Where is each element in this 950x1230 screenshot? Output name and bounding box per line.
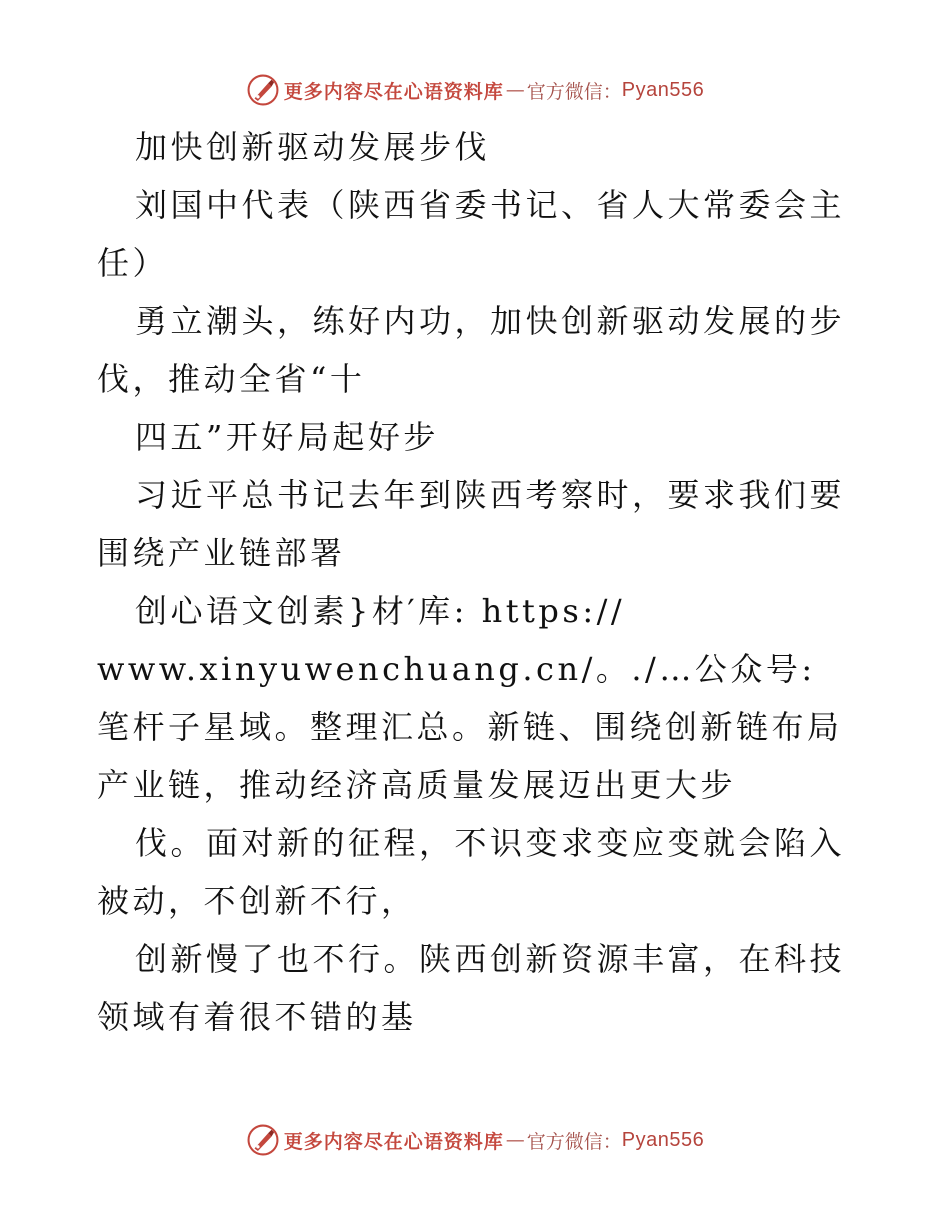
pen-logo-icon (246, 1123, 280, 1157)
doc-paragraph: 创心语文创素}材′库: https:// (135, 592, 626, 630)
header-wechat-id: Pyan556 (621, 78, 705, 101)
header-banner (0, 72, 950, 108)
doc-author: 刘国中代表（陕西省委书记、省人大常委会主任） (97, 186, 846, 282)
doc-paragraph: 习近平总书记去年到陕西考察时，要求我们要围绕产业链部署 (97, 476, 846, 572)
footer-separator: — (505, 1129, 525, 1151)
document-body (97, 118, 857, 1046)
doc-paragraph: 创新慢了也不行。陕西创新资源丰富，在科技领域有着很不错的基 (97, 940, 846, 1036)
doc-paragraph: 伐。面对新的征程，不识变求变应变就会陷入被动，不创新不行， (97, 824, 846, 920)
footer-wechat-id: Pyan556 (621, 1128, 705, 1151)
header-slogan: 更多内容尽在心语资料库 (283, 80, 504, 103)
doc-title: 加快创新驱动发展步伐 (135, 128, 491, 166)
doc-paragraph: 勇立潮头，练好内功，加快创新驱动发展的步伐，推动全省“十 (97, 302, 846, 398)
doc-paragraph: 四五”开好局起好步 (135, 418, 439, 456)
pen-logo-icon (246, 73, 280, 107)
header-wechat-label: 官方微信： (526, 80, 622, 103)
header-separator: — (505, 79, 525, 101)
doc-paragraph: www.xinyuwenchuang.cn/。./…公众号: 笔杆子星域。整理汇总。新链、围绕创新链布局产业链，推动经济高质量发展迈出更大步 (97, 650, 843, 804)
footer-banner (0, 1122, 950, 1158)
footer-slogan: 更多内容尽在心语资料库 (283, 1130, 504, 1153)
footer-wechat-label: 官方微信： (526, 1130, 622, 1153)
